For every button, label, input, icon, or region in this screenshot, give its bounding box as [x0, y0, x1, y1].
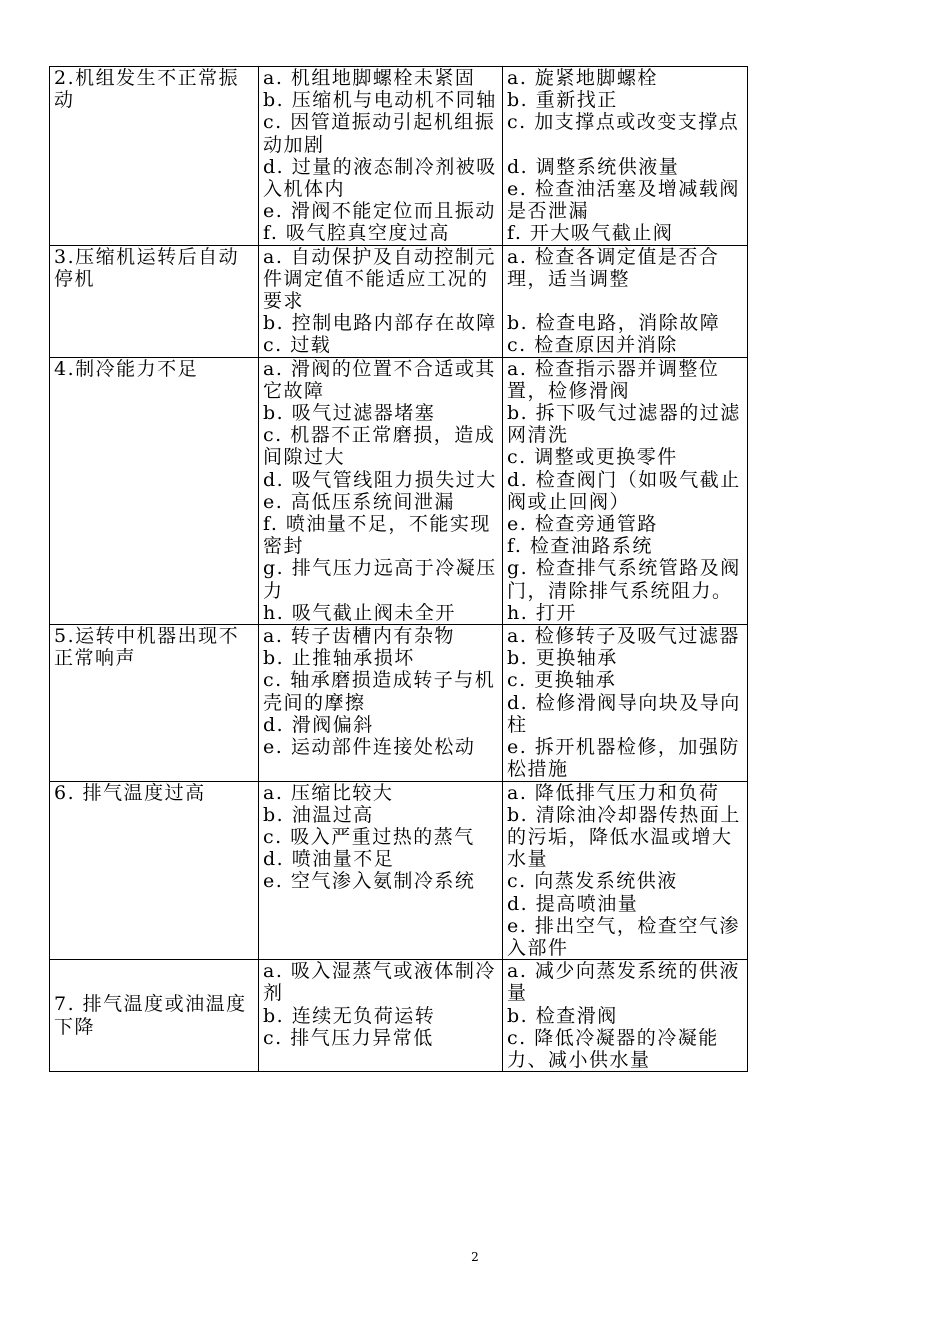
cause-item: b. 止推轴承损坏 — [263, 647, 415, 670]
remedy-item: e. 检查油活塞及增减载阀是否泄漏 — [507, 178, 740, 223]
cause-item: e. 滑阀不能定位而且振动 — [263, 200, 496, 223]
remedy-item: a. 检查各调定值是否合理，适当调整 — [507, 245, 720, 290]
cause-item: c. 轴承磨损造成转子与机壳间的摩擦 — [263, 669, 496, 714]
remedy-item: b. 检查滑阀 — [507, 1004, 618, 1027]
remedy-item: g. 检查排气系统管路及阀门，清除排气系统阻力。 — [507, 557, 741, 602]
cause-item: d. 过量的液态制冷剂被吸入机体内 — [263, 155, 497, 201]
cause-item: c. 机器不正常磨损，造成间隙过大 — [263, 424, 496, 469]
causes-cell — [259, 625, 503, 781]
table-row — [50, 781, 748, 960]
cause-item: c. 吸入严重过热的蒸气 — [263, 825, 475, 848]
remedies-cell — [503, 245, 748, 357]
cause-item: d. 吸气管线阻力损失过大 — [263, 468, 497, 491]
remedy-item: h. 打开 — [507, 601, 577, 624]
cause-item: f. 喷油量不足，不能实现密封 — [263, 513, 491, 558]
cause-item: e. 运动部件连接处松动 — [263, 736, 476, 759]
remedies-cell — [503, 781, 748, 960]
remedy-item: a. 降低排气压力和负荷 — [507, 781, 720, 804]
remedy-item — [507, 134, 743, 156]
causes-cell — [259, 357, 503, 624]
cause-item: c. 排气压力异常低 — [263, 1026, 434, 1049]
remedy-item: d. 调整系统供液量 — [507, 155, 680, 178]
remedies-cell — [503, 67, 748, 246]
causes-cell — [259, 245, 503, 357]
table-body — [50, 67, 748, 1072]
remedy-item: c. 加支撑点或改变支撑点 — [507, 111, 740, 134]
remedy-item: f. 检查油路系统 — [507, 535, 653, 558]
cause-item: d. 喷油量不足 — [263, 848, 395, 871]
cause-item: g. 排气压力远高于冷凝压力 — [263, 557, 497, 602]
remedy-item: e. 拆开机器检修，加强防松措施 — [507, 736, 740, 781]
cause-item: a. 滑阀的位置不合适或其它故障 — [263, 357, 496, 402]
remedy-item: b. 清除油冷却器传热面上的污垢，降低水温或增大水量 — [507, 803, 741, 871]
cause-item: d. 滑阀偏斜 — [263, 713, 374, 736]
remedy-item: c. 调整或更换零件 — [507, 446, 678, 469]
causes-cell — [259, 67, 503, 246]
cause-item: b. 压缩机与电动机不同轴 — [263, 89, 497, 112]
table-row — [50, 960, 748, 1072]
remedy-item: a. 检查指示器并调整位置，检修滑阀 — [507, 357, 720, 402]
remedy-item: a. 减少向蒸发系统的供液量 — [507, 960, 740, 1005]
remedy-item: c. 降低冷凝器的冷凝能力、减小供水量 — [507, 1026, 719, 1071]
remedy-item: d. 检修滑阀导向块及导向柱 — [507, 691, 741, 736]
table-row — [50, 625, 748, 781]
problem-cell: 2.机组发生不正常振动 — [50, 67, 259, 246]
remedies-cell — [503, 357, 748, 624]
remedy-item: e. 排出空气，检查空气渗入部件 — [507, 914, 740, 959]
cause-item: c. 过载 — [263, 334, 332, 357]
problem-cell: 6. 排气温度过高 — [50, 781, 259, 960]
problem-cell: 7. 排气温度或油温度下降 — [50, 960, 259, 1072]
cause-item: c. 因管道振动引起机组振动加剧 — [263, 111, 496, 156]
remedy-item: c. 更换轴承 — [507, 669, 617, 692]
cause-item: f. 吸气腔真空度过高 — [263, 222, 450, 245]
cause-item: a. 机组地脚螺栓未紧固 — [263, 67, 476, 89]
cause-item: b. 控制电路内部存在故障 — [263, 312, 497, 335]
troubleshooting-table — [49, 66, 748, 1072]
cause-item: e. 空气渗入氨制冷系统 — [263, 870, 476, 893]
remedy-item: b. 拆下吸气过滤器的过滤网清洗 — [507, 402, 741, 447]
remedies-cell — [503, 625, 748, 781]
cause-item: a. 自动保护及自动控制元件调定值不能适应工况的要求 — [263, 245, 496, 313]
remedy-item: b. 检查电路，消除故障 — [507, 312, 721, 335]
remedy-item: b. 更换轴承 — [507, 647, 618, 670]
cause-item: a. 压缩比较大 — [263, 781, 394, 804]
remedy-item: b. 重新找正 — [507, 89, 618, 112]
problem-cell: 5.运转中机器出现不正常响声 — [50, 625, 259, 781]
cause-item: b. 油温过高 — [263, 803, 374, 826]
remedy-item: c. 向蒸发系统供液 — [507, 870, 678, 893]
remedy-item — [507, 290, 743, 312]
problem-cell: 4.制冷能力不足 — [50, 357, 259, 624]
table-row — [50, 245, 748, 357]
remedy-item: e. 检查旁通管路 — [507, 513, 658, 536]
cause-item: h. 吸气截止阀未全开 — [263, 601, 456, 624]
problem-cell: 3.压缩机运转后自动停机 — [50, 245, 259, 357]
remedy-item: d. 检查阀门（如吸气截止阀或止回阀） — [507, 468, 741, 513]
remedies-cell — [503, 960, 748, 1072]
remedy-item: a. 检修转子及吸气过滤器 — [507, 625, 740, 648]
cause-item: a. 吸入湿蒸气或液体制冷剂 — [263, 960, 496, 1005]
cause-item: a. 转子齿槽内有杂物 — [263, 625, 455, 648]
remedy-item: a. 旋紧地脚螺栓 — [507, 67, 658, 89]
causes-cell — [259, 781, 503, 960]
cause-item: b. 吸气过滤器堵塞 — [263, 402, 436, 425]
remedy-item: d. 提高喷油量 — [507, 892, 639, 915]
table-row — [50, 67, 748, 246]
remedy-item: f. 开大吸气截止阀 — [507, 222, 674, 245]
cause-item: e. 高低压系统间泄漏 — [263, 490, 455, 513]
causes-cell — [259, 960, 503, 1072]
table-row — [50, 357, 748, 624]
remedy-item: c. 检查原因并消除 — [507, 334, 678, 357]
cause-item: b. 连续无负荷运转 — [263, 1004, 436, 1027]
page-number: 2 — [471, 1250, 479, 1264]
